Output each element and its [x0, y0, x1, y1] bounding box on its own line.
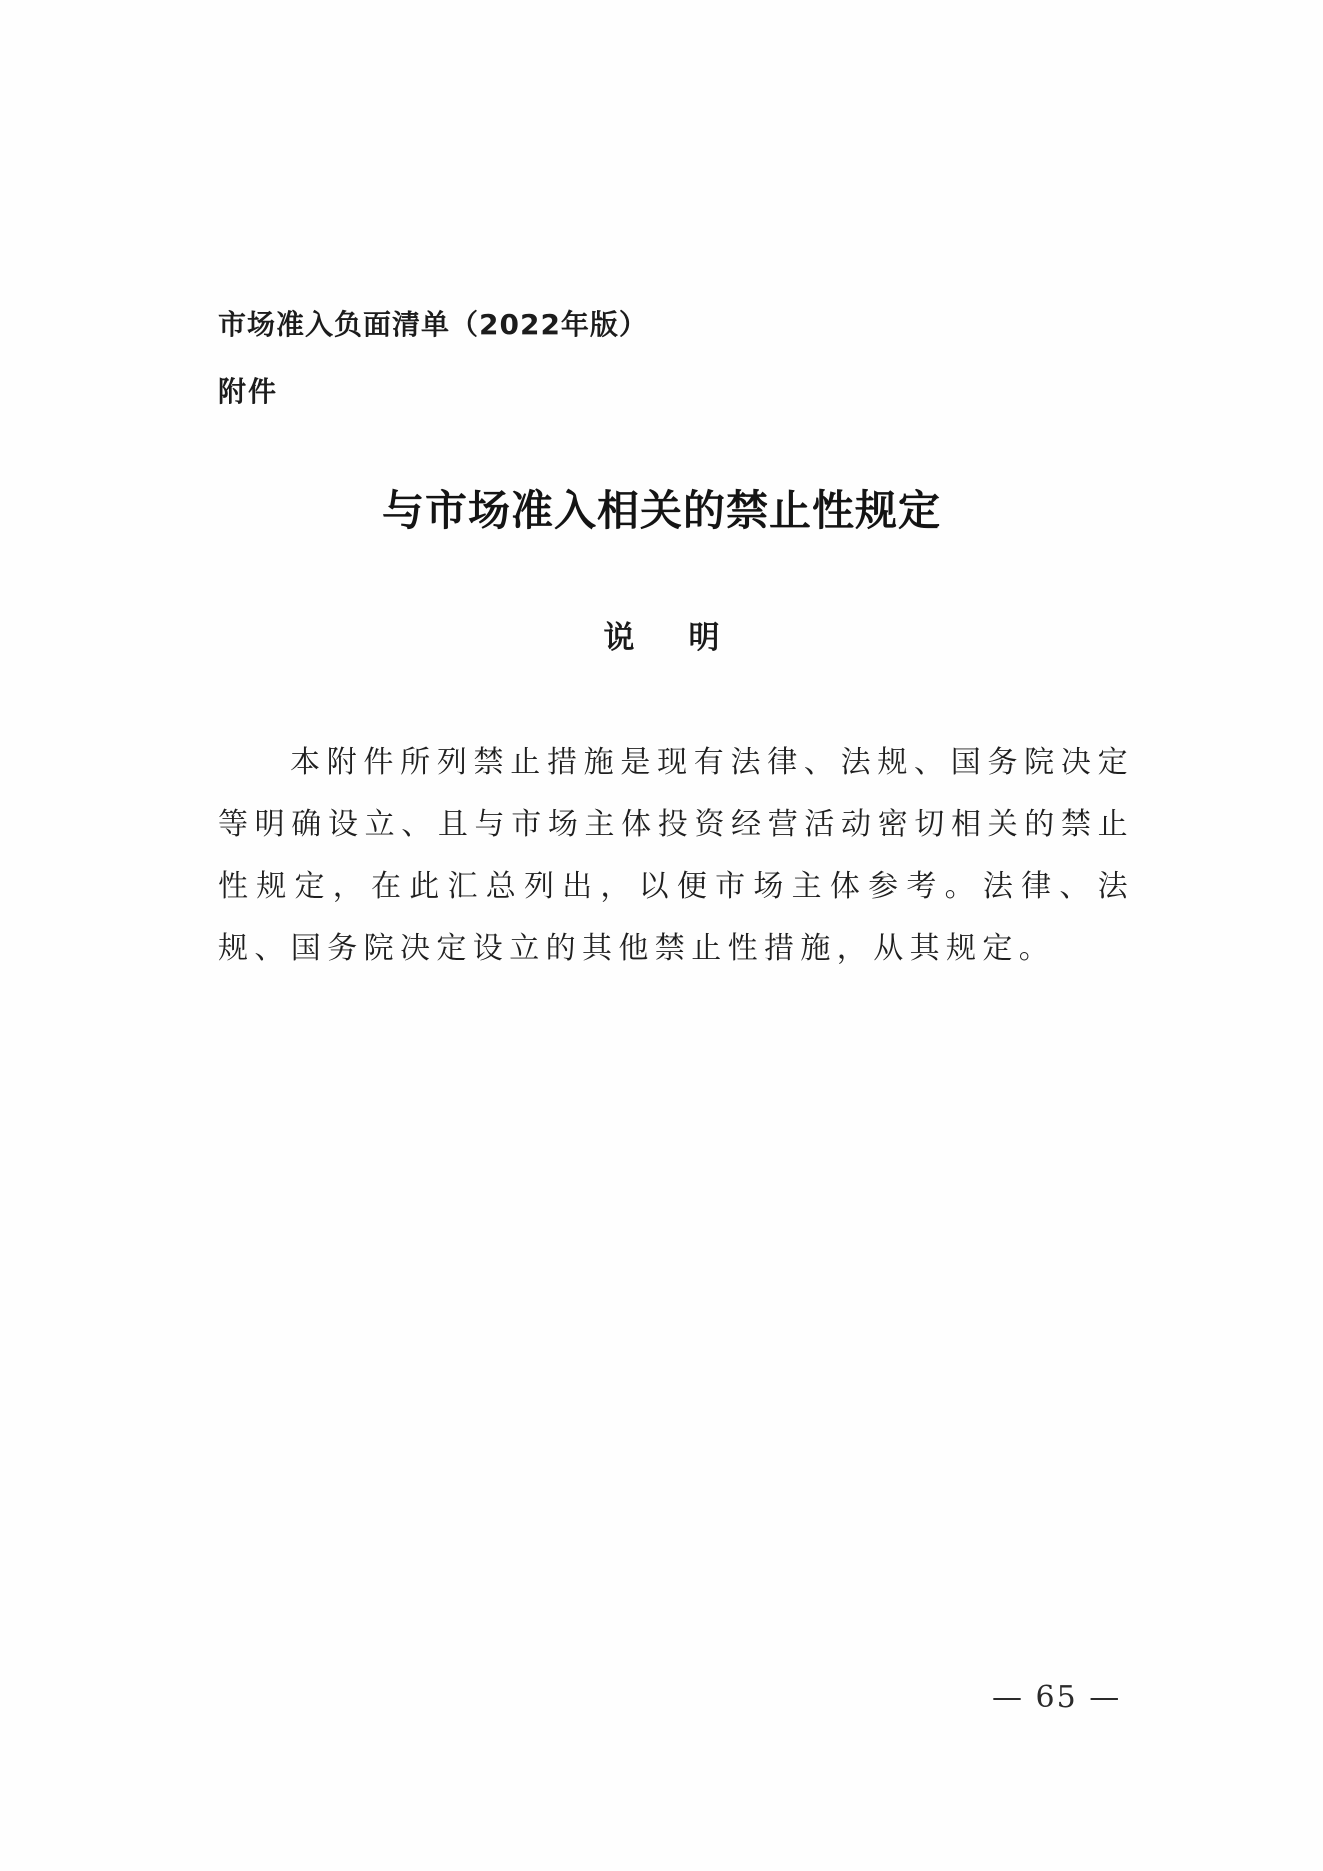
running-head: 市场准入负面清单（2022年版）: [218, 308, 648, 341]
body-paragraph: 本附件所列禁止措施是现有法律、法规、国务院决定等明确设立、且与市场主体投资经营活动密切相关的禁止性规定，在此汇总列出，以便市场主体参考。法律、法规、国务院决定设立的其他禁止性措施，从其规定。: [218, 745, 1134, 966]
page-number: — 65 —: [992, 1680, 1122, 1715]
attachment-label: 附件: [218, 375, 279, 408]
document-title: 与市场准入相关的禁止性规定: [381, 486, 941, 535]
section-heading: 说明: [603, 620, 774, 656]
